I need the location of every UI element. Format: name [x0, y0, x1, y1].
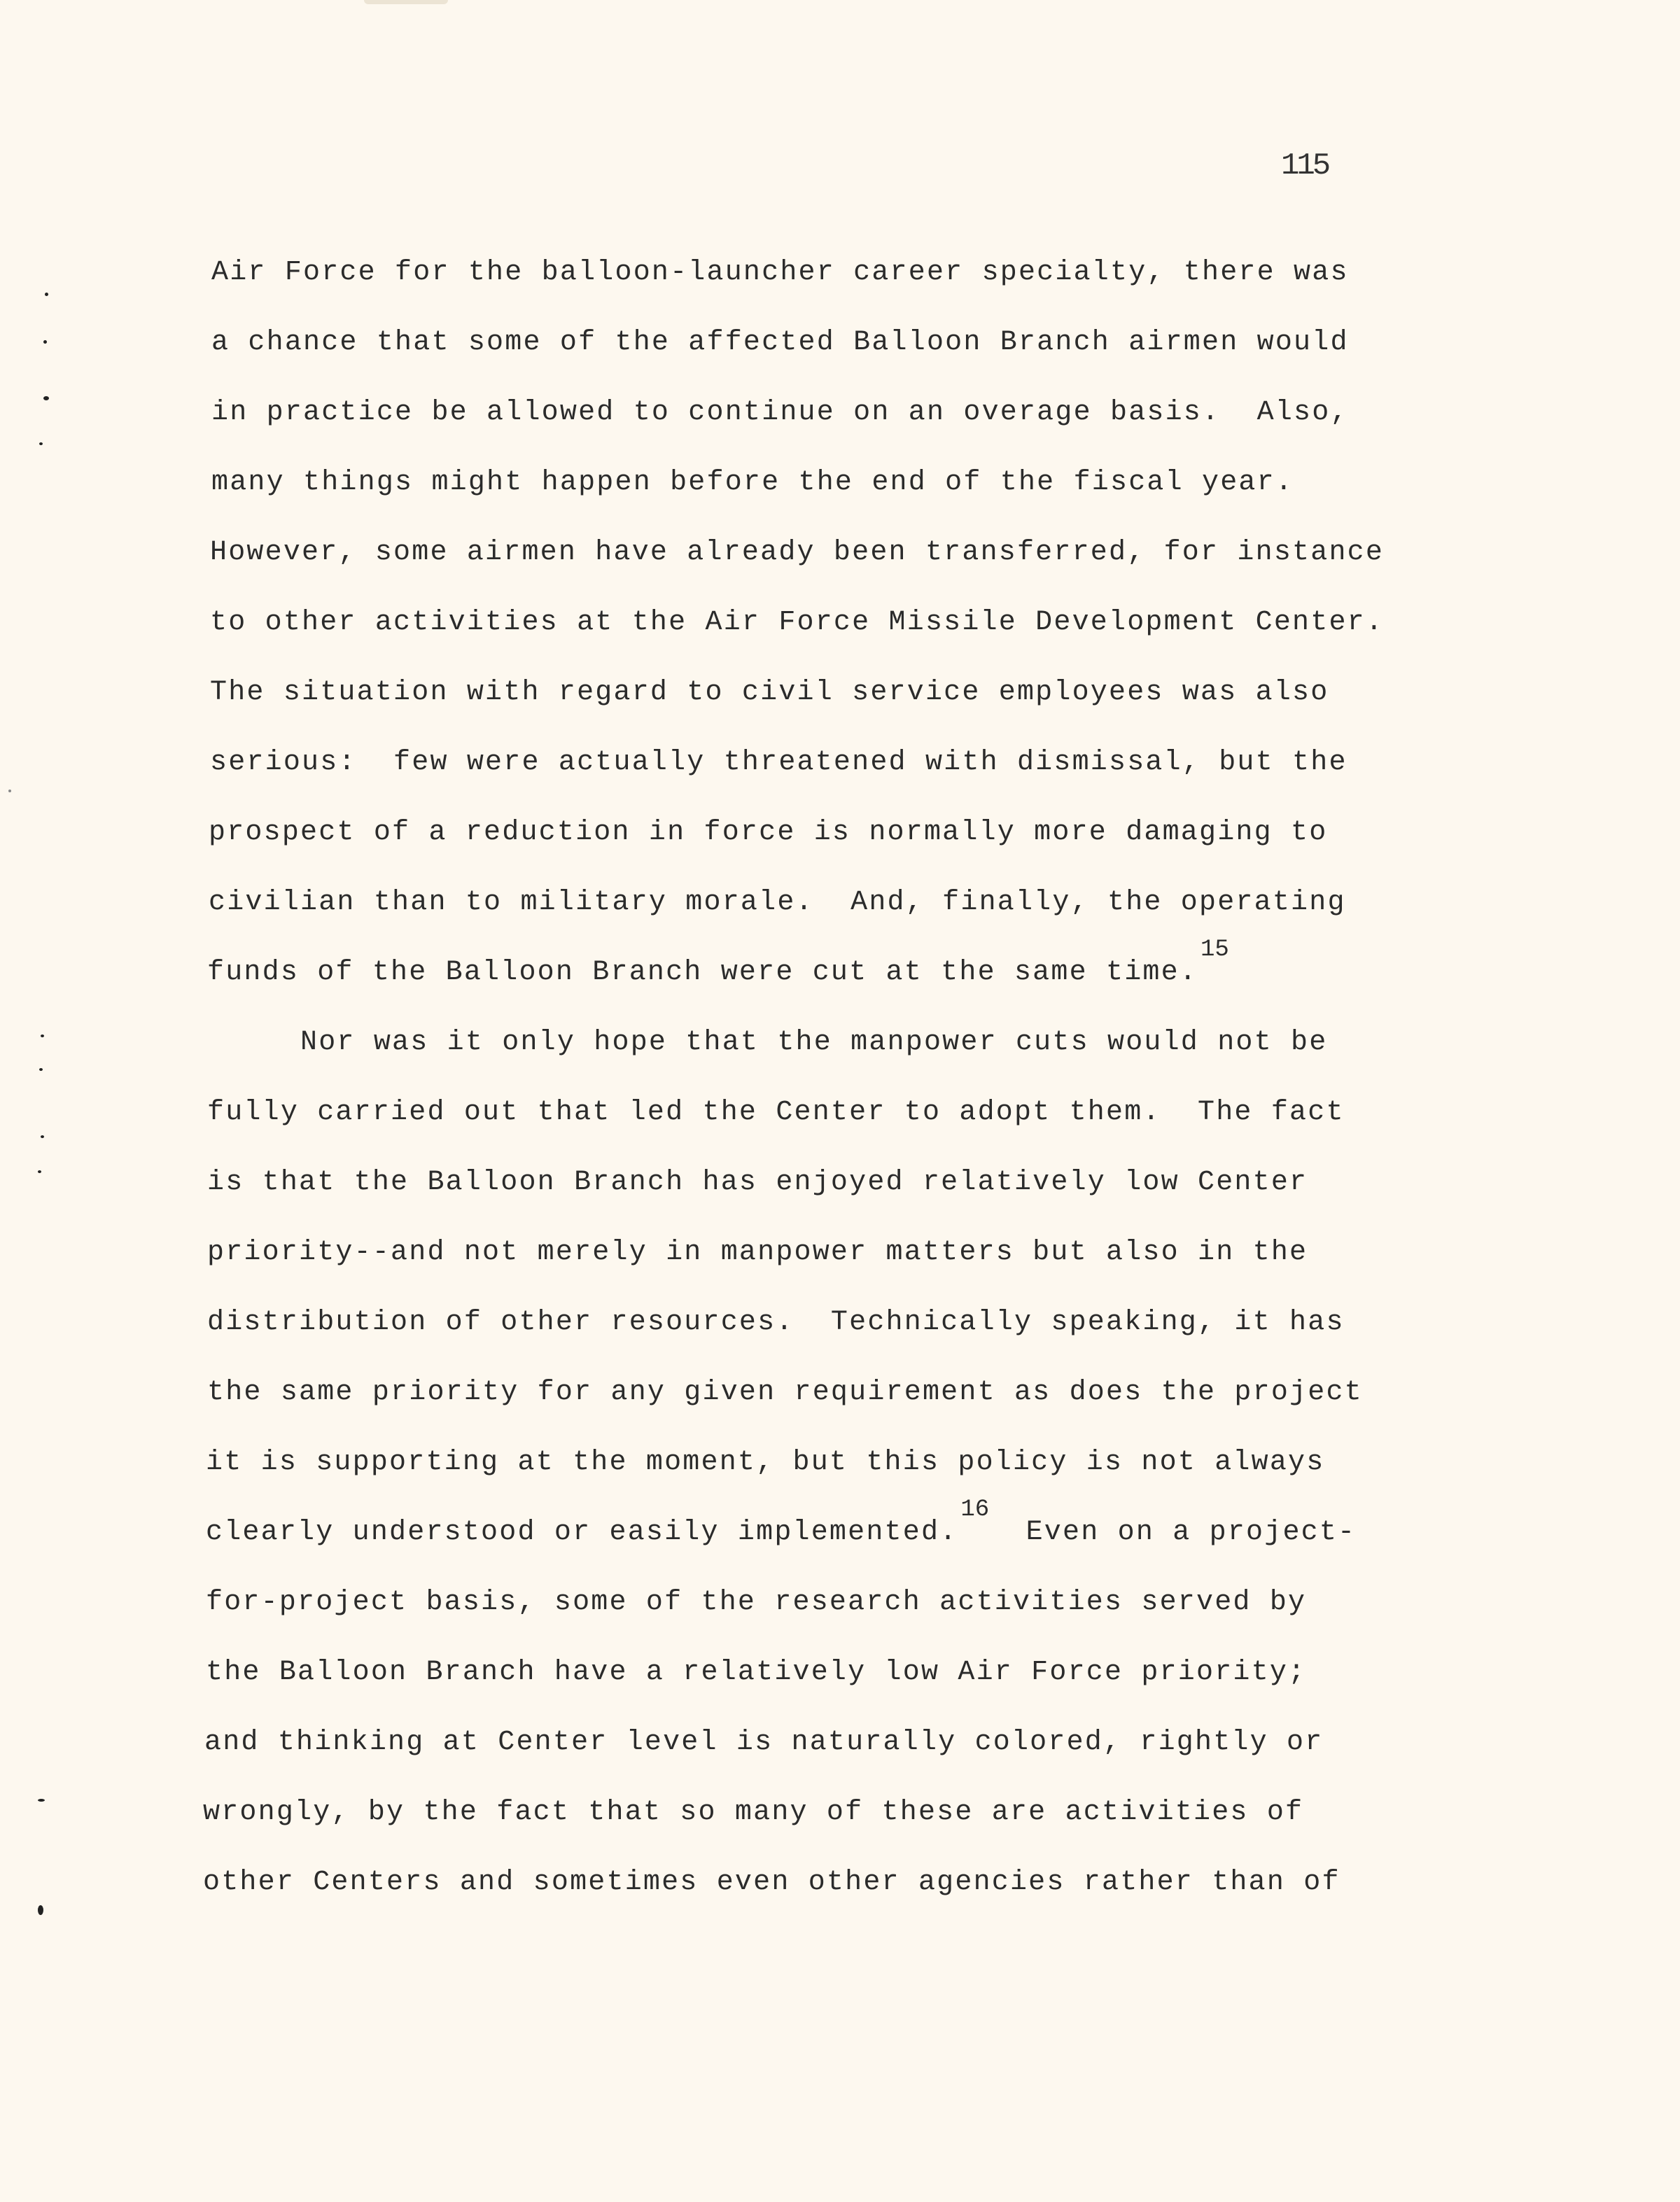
text-line: civilian than to military morale. And, finally, the operating	[209, 887, 1346, 918]
line-text: funds of the Balloon Branch were cut at the same time.	[207, 957, 1198, 988]
text-line: to other activities at the Air Force Missile Development Center.	[210, 607, 1385, 638]
text-line: distribution of other resources. Technically speaking, it has	[207, 1307, 1345, 1338]
text-line: serious: few were actually threatened with dismissal, but the	[210, 747, 1348, 778]
top-smudge	[364, 0, 448, 4]
margin-speck	[43, 396, 49, 400]
text-line: it is supporting at the moment, but this policy is not always	[206, 1447, 1325, 1478]
margin-speck	[39, 1068, 43, 1071]
text-line: many things might happen before the end of the fiscal year.	[211, 467, 1294, 498]
line-text-continued: Even on a project-	[989, 1517, 1357, 1548]
text-line: is that the Balloon Branch has enjoyed relatively low Center	[207, 1167, 1308, 1198]
text-line: Air Force for the balloon-launcher career specialty, there was	[211, 257, 1349, 288]
margin-speck	[38, 1905, 43, 1915]
text-line: However, some airmen have already been transferred, for instance	[210, 537, 1385, 568]
text-line: and thinking at Center level is naturally colored, rightly or	[204, 1727, 1324, 1758]
margin-speck	[41, 1035, 44, 1037]
text-line-with-footnote	[206, 1496, 1357, 1550]
text-line: other Centers and sometimes even other agencies rather than of	[203, 1867, 1340, 1898]
line-text: clearly understood or easily implemented.	[206, 1517, 958, 1548]
text-line: Nor was it only hope that the manpower cuts would not be	[209, 1027, 1328, 1058]
margin-speck	[39, 442, 43, 445]
text-line-with-footnote	[207, 937, 1229, 990]
text-line: the Balloon Branch have a relatively low Air Force priority;	[206, 1657, 1307, 1688]
footnote-marker: 15	[1200, 937, 1229, 963]
text-line: in practice be allowed to continue on an overage basis. Also,	[211, 397, 1349, 428]
text-line: fully carried out that led the Center to adopt them. The fact	[207, 1097, 1345, 1128]
margin-speck	[43, 340, 47, 344]
text-line: a chance that some of the affected Balloon Branch airmen would	[211, 327, 1349, 358]
text-line: prospect of a reduction in force is normally more damaging to	[209, 817, 1328, 848]
text-line: for-project basis, some of the research activities served by	[206, 1587, 1307, 1618]
text-line: priority--and not merely in manpower matters but also in the	[207, 1237, 1308, 1268]
page-number: 115	[1281, 148, 1329, 183]
text-line: wrongly, by the fact that so many of these are activities of	[203, 1797, 1304, 1828]
margin-speck	[41, 1135, 44, 1138]
text-line: the same priority for any given requirement as does the project	[207, 1377, 1363, 1408]
margin-speck	[8, 790, 11, 792]
footnote-marker: 16	[960, 1496, 990, 1523]
margin-speck	[38, 1170, 41, 1173]
text-line: The situation with regard to civil service employees was also	[210, 677, 1329, 708]
margin-speck	[38, 1799, 45, 1802]
margin-speck	[45, 293, 48, 296]
